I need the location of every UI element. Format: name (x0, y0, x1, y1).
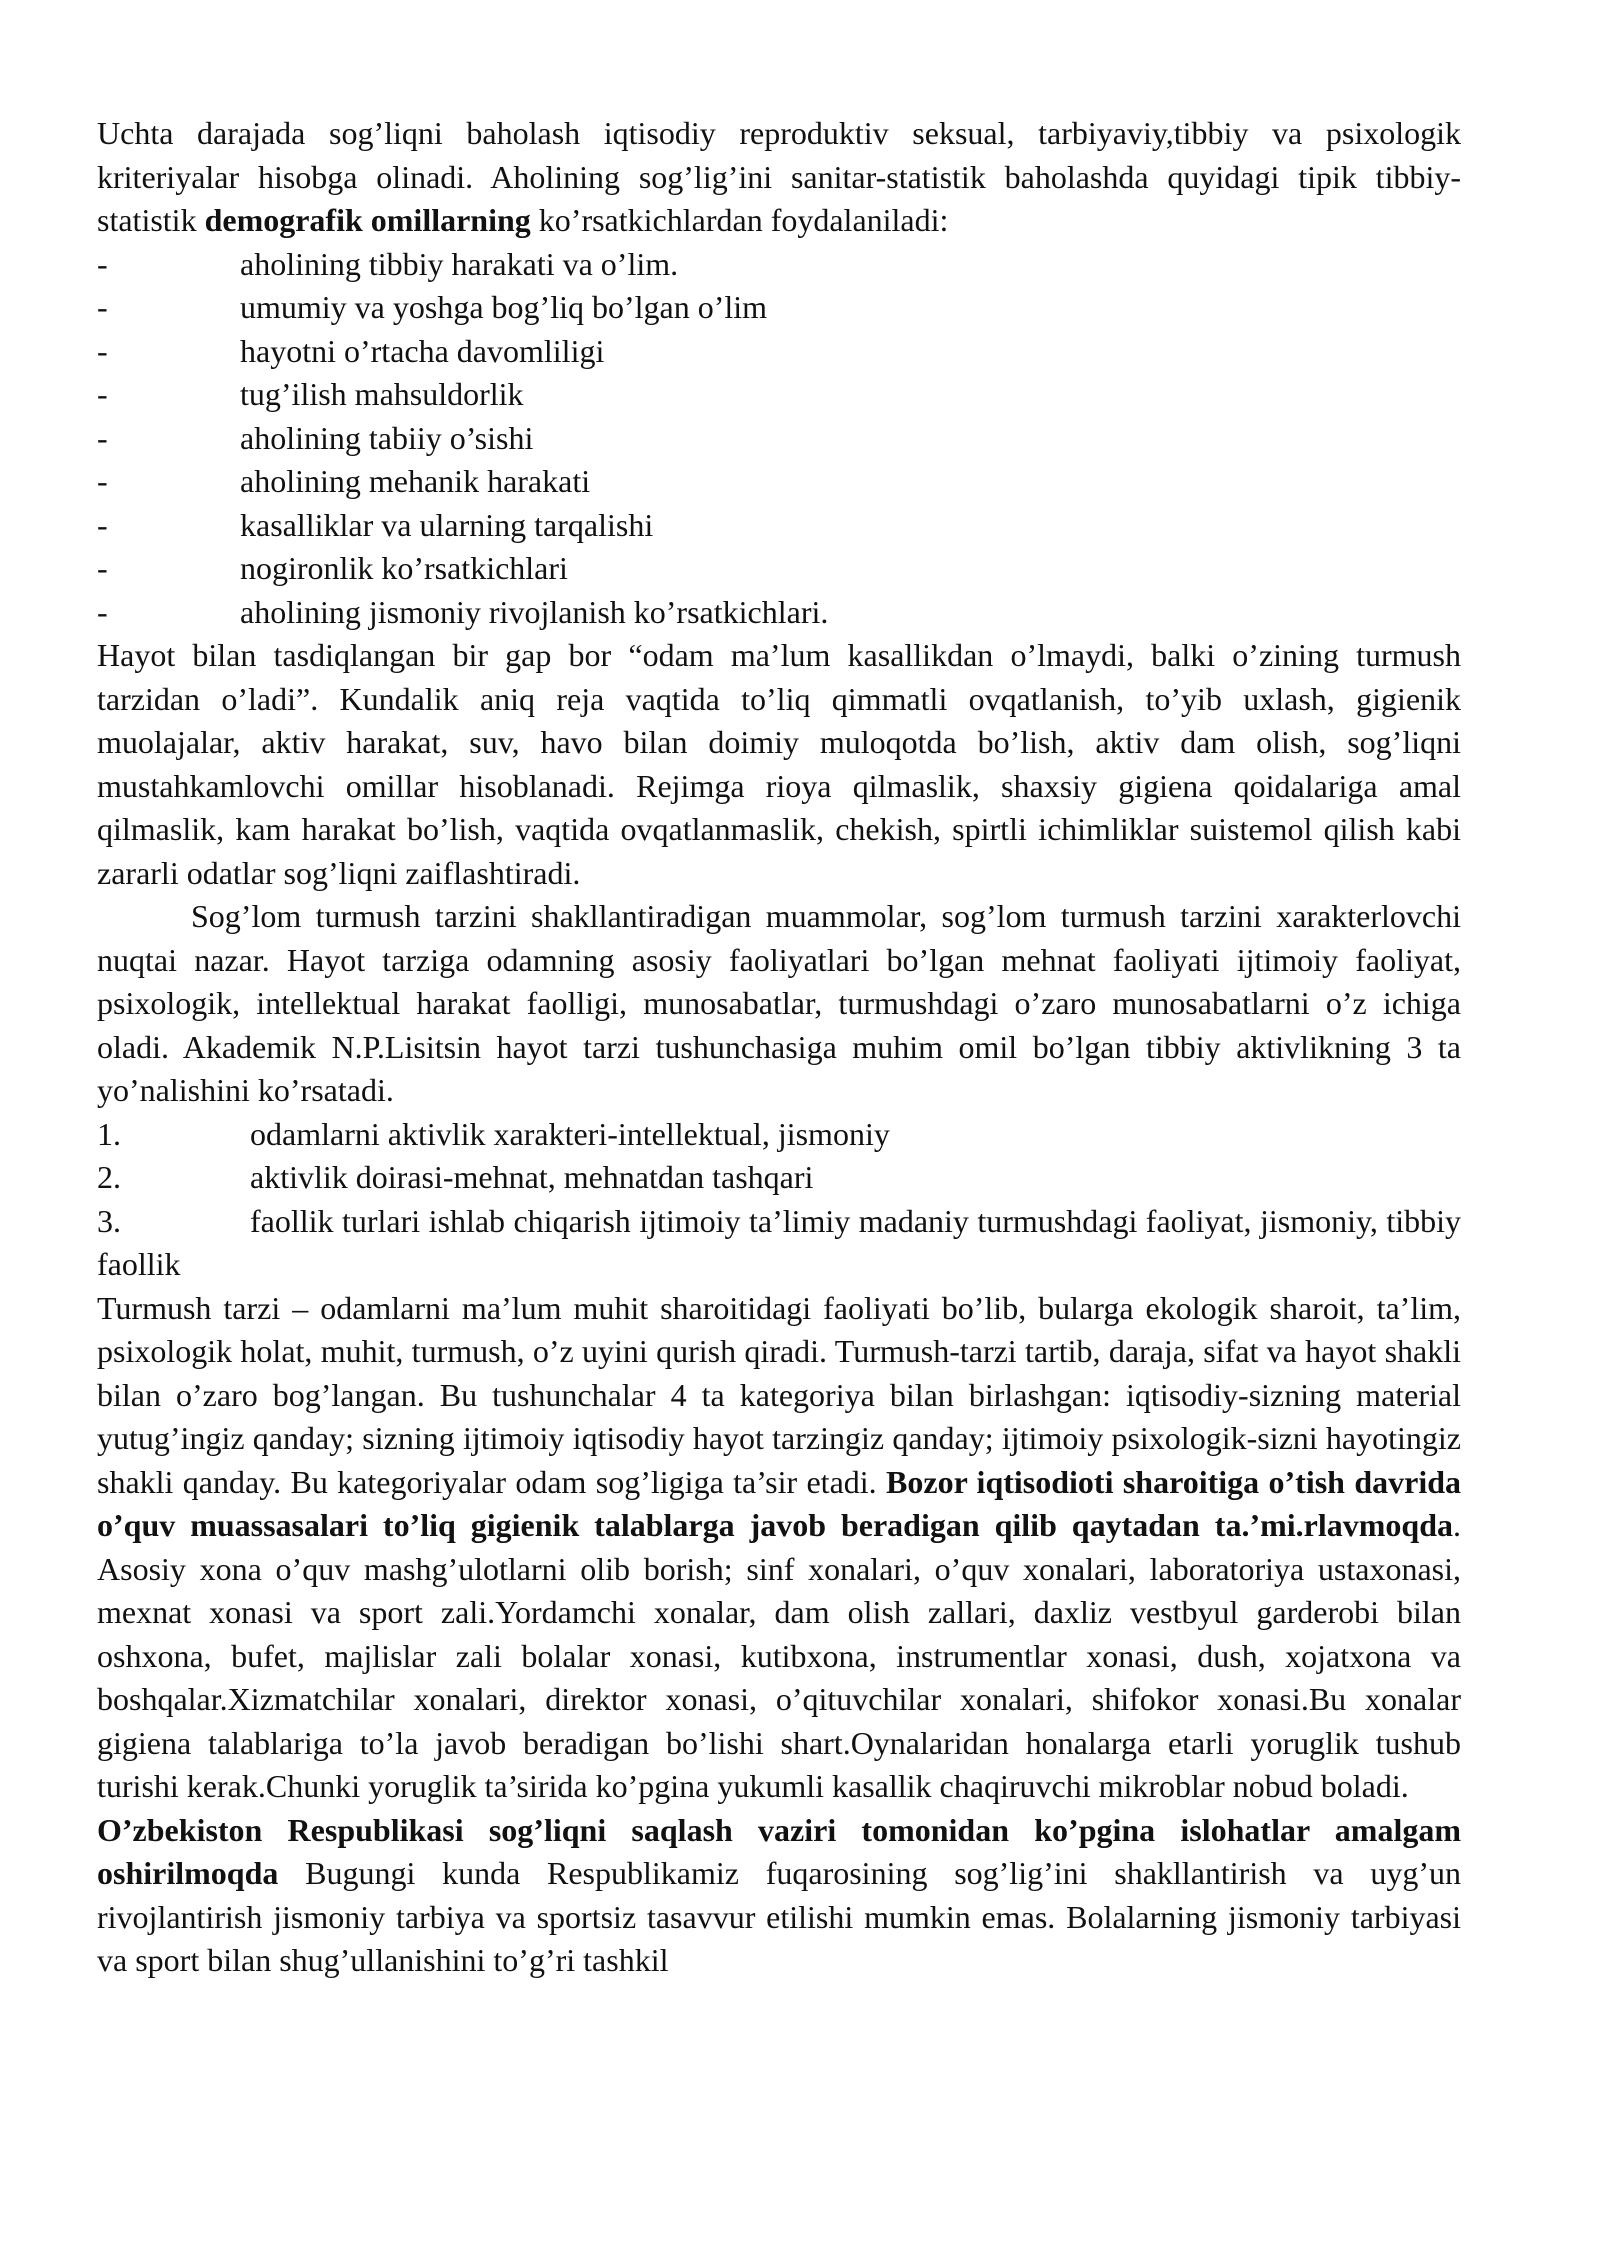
list-item-text: aholining tabiiy o’sishi (240, 419, 534, 456)
list-item (97, 460, 1461, 504)
bold-phrase: demografik omillarning (204, 202, 531, 238)
list-item-text: nogironlik ko’rsatkichlari (240, 550, 568, 586)
numbered-item (97, 1113, 1461, 1157)
list-item-text: kasalliklar va ularning tarqalishi (240, 506, 654, 543)
list-marker: - (97, 550, 108, 586)
list-item (97, 373, 1461, 417)
list-marker: - (97, 506, 108, 543)
numbered-item-text: aktivlik doirasi-mehnat, mehnatdan tashqari (250, 1159, 814, 1195)
paragraph-text: Uchta darajada sog’liqni baholash iqtisodiy reproduktiv seksual, tarbiyaviy,tibbiy va psixologik kriteriyalar hisobga olinadi. Aholining sog’lig’ini sanitar-statistik baholashda quyidagi tipik tibbiy-statistik (97, 115, 1461, 238)
list-marker: - (97, 376, 108, 412)
numbered-item-text: odamlarni aktivlik xarakteri-intellektual, jismoniy (250, 1115, 890, 1152)
bold-phrase: O’zbekiston Respublikasi sog’liqni saqlash vaziri tomonidan ko’pgina islohatlar amalgam oshirilmoqda (97, 1811, 1461, 1891)
list-marker: - (97, 419, 108, 456)
list-item (97, 591, 1461, 635)
bold-phrase: Bozor iqtisodioti sharoitiga o’tish davrida o’quv muassasalari to’liq gigienik talablarga javob beradigan qilib qaytadan ta.’mi.rlavmoqda (97, 1463, 1462, 1543)
paragraph-text: Bugungi kunda Respublikamiz fuqarosining sog’lig’ini shakllantirish va uyg’un rivojlantirish jismoniy tarbiya va sportsiz tasavvur etilishi mumkin emas. Bolalarning jismoniy tarbiyasi va sport bilan shug’ullanishini to’g’ri tashkil (97, 1855, 1461, 1978)
list-item (97, 330, 1461, 374)
list-item-text: aholining tibbiy harakati va o’lim. (240, 245, 679, 282)
list-item (97, 547, 1461, 591)
numbered-item (97, 1200, 1461, 1287)
numbered-item-text: faollik turlari ishlab chiqarish ijtimoiy ta’limiy madaniy turmushdagi faoliyat, jismoniy, tibbiy faollik (97, 1202, 1461, 1282)
list-item-text: hayotni o’rtacha davomliligi (240, 332, 605, 369)
list-marker: - (97, 332, 108, 369)
list-marker: - (97, 463, 108, 499)
paragraph-healthy-lifestyle: Sog’lom turmush tarzini shakllantiradigan muammolar, sog’lom turmush tarzini xarakterlovchi nuqtai nazar. Hayot tarziga odamning asosiy faoliyatlari bo’lgan mehnat faoliyati ijtimoiy faoliyat, psixologik, intellektual harakat faolligi, munosabatlar, turmushdagi o’zaro munosabatlarni o’z ichiga oladi. Akademik N.P.Lisitsin hayot tarzi tushunchasiga muhim omil bo’lgan tibbiy aktivlikning 3 ta yo’nalishini ko’rsatadi. (97, 898, 1461, 1108)
indicator-list (97, 243, 1461, 635)
list-item-text: aholining jismoniy rivojlanish ko’rsatkichlari. (240, 593, 829, 630)
paragraph-reforms (97, 1809, 1461, 1983)
list-item-text: umumiy va yoshga bog’liq bo’lgan o’lim (240, 289, 768, 325)
paragraph-criteria (97, 112, 1461, 243)
item-number: 1. (97, 1115, 121, 1152)
paragraph-text: Turmush tarzi – odamlarni ma’lum muhit sharoitidagi faoliyati bo’lib, bularga ekologik sharoit, ta’lim, psixologik holat, muhit, turmush, o’z uyini qurish qiradi. Turmush-tarzi tartib, daraja, sifat va hayot shakli bilan o’zaro bog’langan. Bu tushunchalar 4 ta kategoriya bilan birlashgan: iqtisodiy-sizning material yutug’ingiz qanday; sizning ijtimoiy iqtisodiy hayot tarzingiz qanday; ijtimoiy psixologik-sizni hayotingiz shakli qanday. Bu kategoriyalar odam sog’ligiga ta’sir etadi. (97, 1289, 1461, 1500)
list-marker: - (97, 289, 108, 325)
list-item-text: tug’ilish mahsuldorlik (240, 376, 524, 412)
numbered-item (97, 1156, 1461, 1200)
activity-directions-list (97, 1113, 1461, 1287)
item-number: 3. (97, 1202, 121, 1239)
list-marker: - (97, 593, 108, 630)
paragraph-lifestyle: Hayot bilan tasdiqlangan bir gap bor “odam ma’lum kasallikdan o’lmaydi, balki o’zining turmush tarzidan o’ladi”. Kundalik aniq reja vaqtida to’liq qimmatli ovqatlanish, to’yib uxlash, gigienik muolajalar, aktiv harakat, suv, havo bilan doimiy muloqotda bo’lish, aktiv dam olish, sog’liqni mustahkamlovchi omillar hisoblanadi. Rejimga rioya qilmaslik, shaxsiy gigiena qoidalariga amal qilmaslik, kam harakat bo’lish, vaqtida ovqatlanmaslik, chekish, spirtli ichimliklar suistemol qilish kabi zararli odatlar sog’liqni zaiflashtiradi. (97, 637, 1461, 891)
list-item (97, 417, 1461, 461)
list-item (97, 243, 1461, 287)
list-item-text: aholining mehanik harakati (240, 463, 591, 499)
paragraph-text: . Asosiy xona o’quv mashg’ulotlarni olib borish; sinf xonalari, o’quv xonalari, laboratoriya ustaxonasi, mexnat xonasi va sport zali.Yordamchi xonalar, dam olish zallari, daxliz vestbyul garderobi bilan oshxona, bufet, majlislar zali bolalar xonasi, kutibxona, instrumentlar xonasi, dush, xojatxona va boshqalar.Xizmatchilar xonalari, direktor xonasi, o’qituvchilar xonalari, shifokor xonasi.Bu xonalar gigiena talablariga to’la javob beradigan bo’lishi shart.Oynalaridan honalarga etarli yoruglik tushub turishi kerak.Chunki yoruglik ta’sirida ko’pgina yukumli kasallik chaqiruvchi mikroblar nobud boladi. (97, 1507, 1461, 1804)
paragraph-text: ko’rsatkichlardan foydalaniladi: (530, 202, 949, 238)
list-marker: - (97, 245, 108, 282)
list-item (97, 286, 1461, 330)
paragraph-way-of-life (97, 1287, 1461, 1809)
item-number: 2. (97, 1159, 121, 1195)
document-page (97, 112, 1461, 1983)
list-item (97, 504, 1461, 548)
